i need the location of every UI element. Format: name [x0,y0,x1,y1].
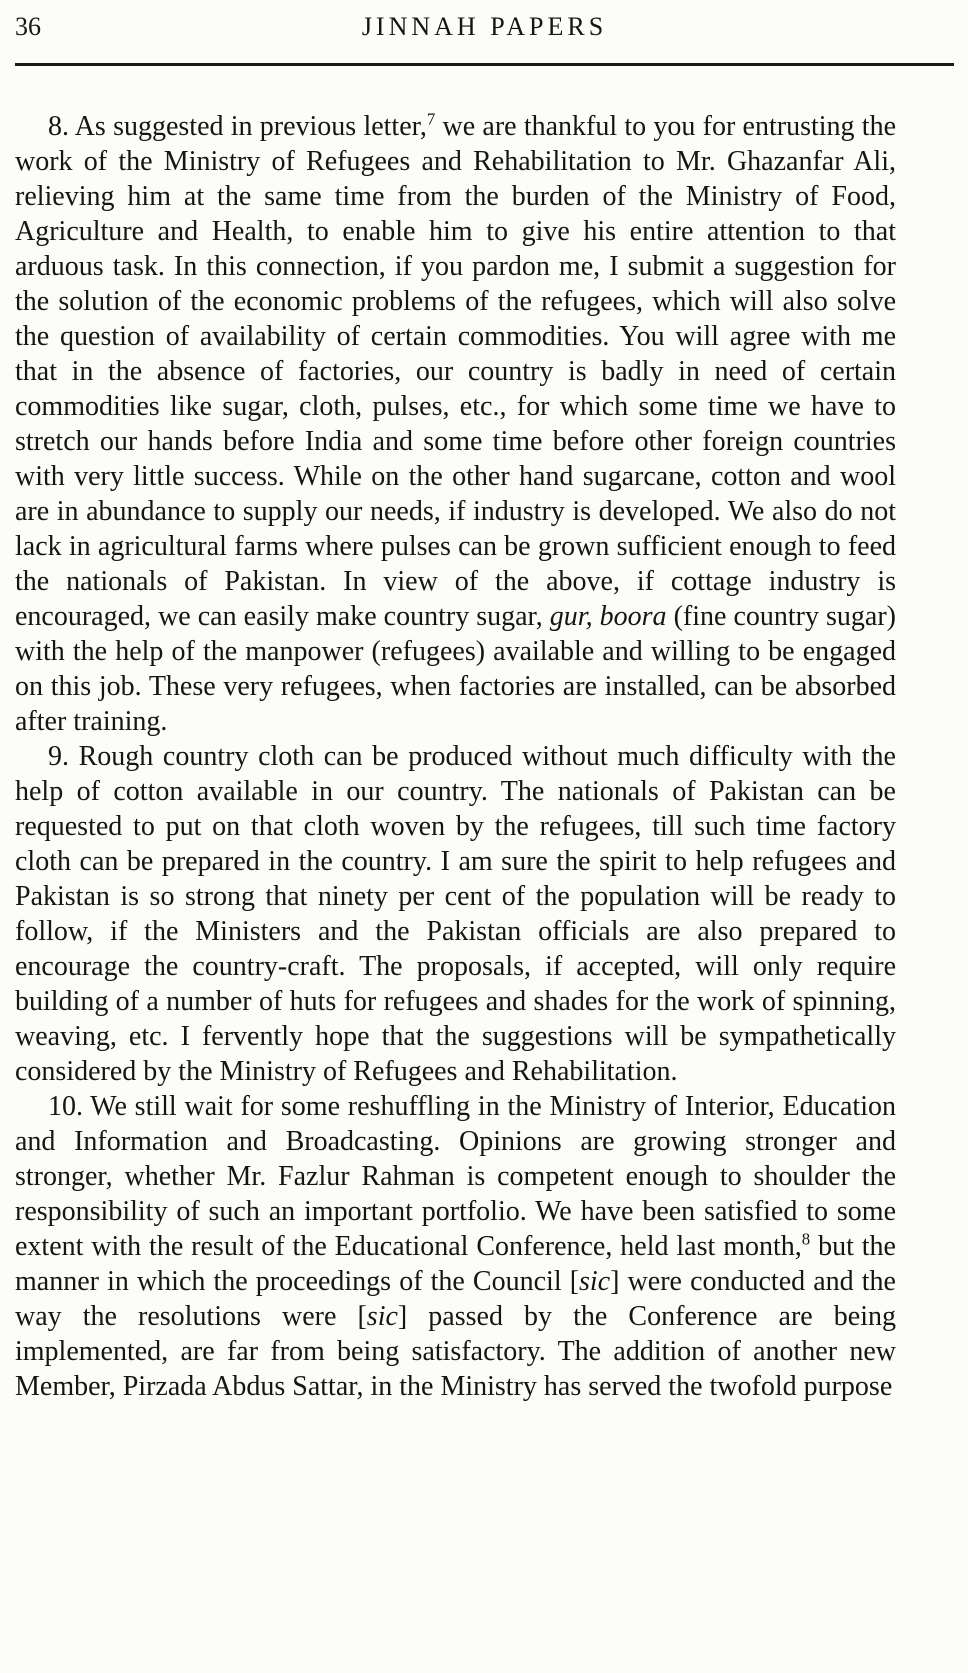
paragraph-10 [15,1089,896,1404]
footnote-reference: 7 [426,109,436,129]
italic-text-run: sic [579,1266,611,1297]
page-number: 36 [15,12,41,41]
page-header [15,10,954,42]
header-rule [15,63,954,66]
text-run: but the manner in which the proceedings of the Council [ [15,1231,896,1297]
text-run: 8. As suggested in previous letter, [48,111,427,142]
text-run: 9. Rough country cloth can be produced without much difficulty with the help of cotton available in our country. The nationals of Pakistan can be requested to put on that cloth woven by the refugees, till such time factory cloth can be prepared in the country. I am sure the spirit to help refugees and Pakistan is so strong that ninety per cent of the population will be ready to follow, if the Ministers and the Pakistan officials are also prepared to encourage the country-craft. The proposals, if accepted, will only require building of a number of huts for refugees and shades for the work of spinning, weaving, etc. I fervently hope that the suggestions will be sympathetically considered by the Ministry of Refugees and Rehabilitation. [15,741,896,1087]
footnote-reference: 8 [801,1229,811,1249]
running-title: JINNAH PAPERS [361,12,608,41]
italic-text-run: sic [366,1301,398,1332]
text-run: we are thankful to you for entrusting the work of the Ministry of Refugees and Rehabilitation to Mr. Ghazanfar Ali, relieving him at the same time from the burden of the Ministry of Food, Agriculture and Health, to enable him to give his entire attention to that arduous task. In this connection, if you pardon me, I submit a suggestion for the solution of the economic problems of the refugees, which will also solve the question of availability of certain commodities. You will agree with me that in the absence of factories, our country is badly in need of certain commodities like sugar, cloth, pulses, etc., for which some time we have to stretch our hands before India and some time before other foreign countries with very little success. While on the other hand sugarcane, cotton and wool are in abundance to supply our needs, if industry is developed. We also do not lack in agricultural farms where pulses can be grown sufficient enough to feed the nationals of Pakistan. In view of the above, if cottage industry is encouraged, we can easily make country sugar, [15,111,897,632]
page-body [15,109,954,1404]
italic-text-run: gur, boora [549,601,667,632]
text-run: 10. We still wait for some reshuffling in the Ministry of Interior, Education and Information and Broadcasting. Opinions are growing stronger and stronger, whether Mr. Fazlur Rahman is competent enough to shoulder the responsibility of such an important portfolio. We have been satisfied to some extent with the result of the Educational Conference, held last month, [15,1091,896,1262]
paragraph-8 [15,109,896,739]
text-run: ] passed by the Conference are being implemented, are far from being satisfactory. The addition of another new Member, Pirzada Abdus Sattar, in the Ministry has served the twofold purpose [15,1301,896,1402]
paragraph-9 [15,739,896,1089]
text-run: ] were conducted and the way the resolutions were [ [15,1266,896,1332]
text-run: (fine country sugar) with the help of the manpower (refugees) available and willing to be engaged on this job. These very refugees, when factories are installed, can be absorbed after training. [15,601,896,737]
